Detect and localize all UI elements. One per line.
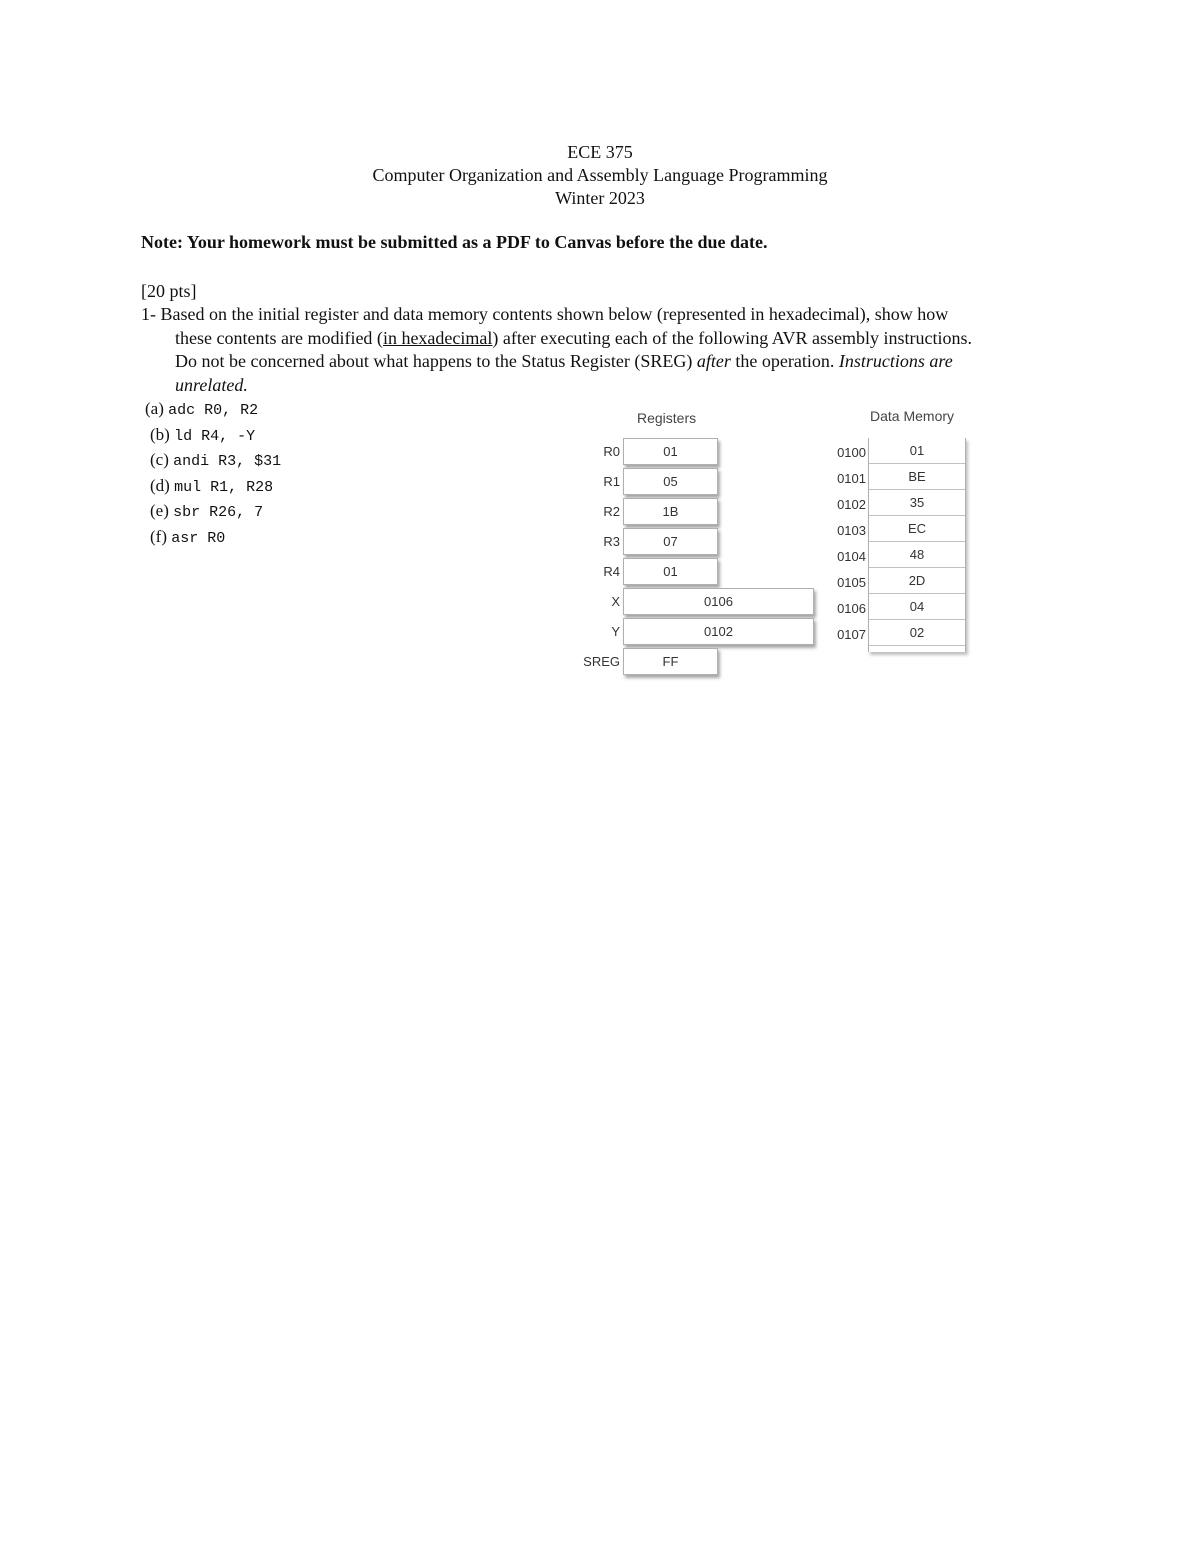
points: [20 pts] [141,281,197,301]
instruction-list [145,397,281,550]
course-code: ECE 375 [567,142,633,162]
register-value: 0106 [623,588,814,615]
memory-cell: 04 [869,594,965,620]
memory-address: 0102 [837,497,866,512]
instruction-item: (c) andi R3, $31 [150,450,282,470]
register-label: Y [611,624,620,639]
memory-address: 0103 [837,523,866,538]
registers-title: Registers [637,410,697,426]
register-label: R3 [603,534,620,549]
memory-cell: 2D [869,568,965,594]
memory-address: 0106 [837,601,866,616]
memory-cell: 01 [869,438,965,464]
submission-note: Note: Your homework must be submitted as a PDF to Canvas before the due date. [141,232,768,252]
memory-cell: 02 [869,620,965,646]
question-line-3: Do not be concerned about what happens to the Status Register (SREG) after the operation. Instructions are [175,351,953,371]
question-line-1: 1- Based on the initial register and data memory contents shown below (represented in hexadecimal), show how [141,304,949,324]
register-value: 07 [623,528,718,555]
register-value: 1B [623,498,718,525]
register-value: 05 [623,468,718,495]
register-value: 01 [623,558,718,585]
question-line-4: unrelated. [175,374,248,395]
register-label: SREG [583,654,620,669]
instruction-item: (e) sbr R26, 7 [150,501,264,521]
data-memory-column [868,438,966,652]
register-memory-diagram [570,404,990,694]
memory-cell: 35 [869,490,965,516]
memory-continuation [869,646,965,652]
instruction-item: (d) mul R1, R28 [150,475,274,496]
register-label: R2 [603,504,620,519]
course-title: Computer Organization and Assembly Language Programming [372,165,828,185]
memory-address: 0107 [837,627,866,642]
question-text [141,303,1051,397]
register-value: FF [623,648,718,675]
memory-address: 0105 [837,575,866,590]
memory-address: 0101 [837,471,866,486]
question-line-2: these contents are modified (in hexadecimal) after executing each of the following AVR assembly instructions. [175,327,972,348]
instruction-item: (f) asr R0 [150,526,226,547]
memory-cell: BE [869,464,965,490]
memory-address: 0104 [837,549,866,564]
data-memory-title: Data Memory [870,408,955,424]
instruction-item: (a) adc R0, R2 [145,399,259,419]
register-value: 0102 [623,618,814,645]
register-label: R0 [603,444,620,459]
register-value: 01 [623,438,718,465]
memory-cell: EC [869,516,965,542]
register-label: X [611,594,620,609]
instruction-item: (b) ld R4, -Y [150,424,256,445]
term: Winter 2023 [555,188,645,208]
register-label: R1 [603,474,620,489]
memory-address: 0100 [837,445,866,460]
memory-cell: 48 [869,542,965,568]
register-label: R4 [603,564,620,579]
